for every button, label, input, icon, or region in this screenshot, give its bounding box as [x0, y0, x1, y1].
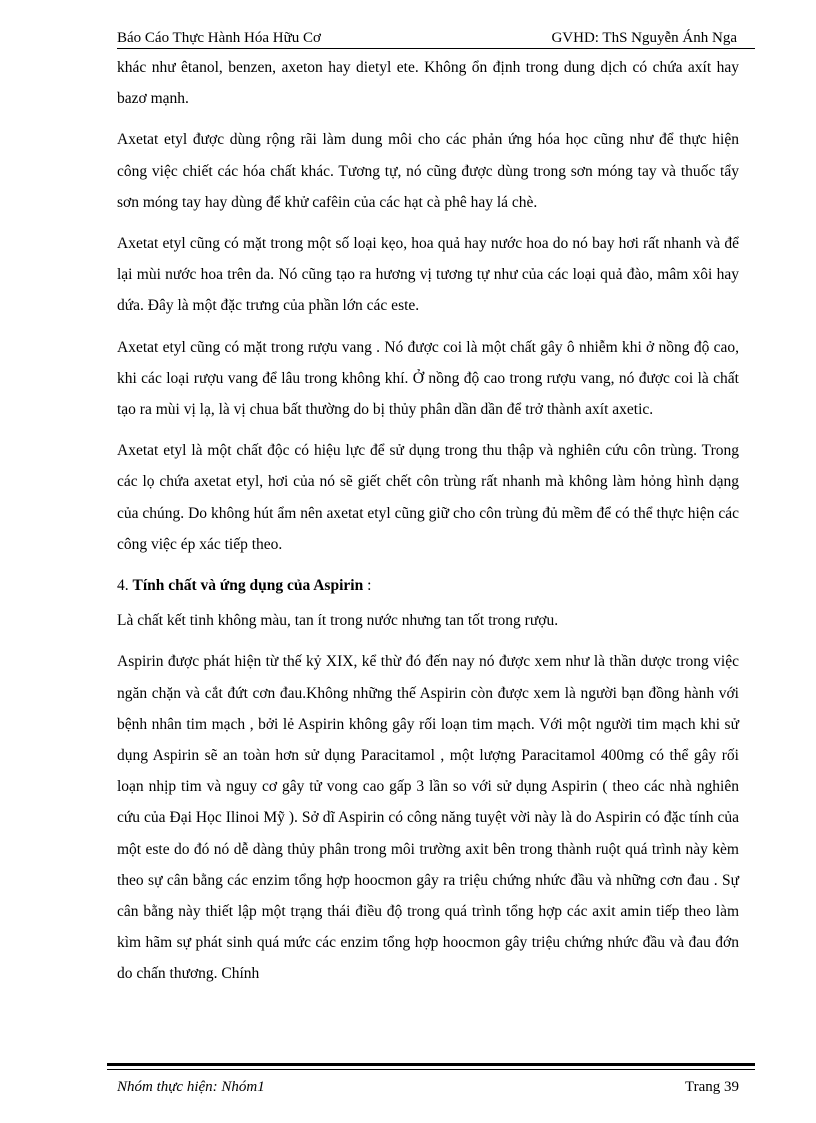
paragraph-2: Axetat etyl được dùng rộng rãi làm dung môi cho các phản ứng hóa học cũng như để thực hiện công việc chiết các hóa chất khác. Tương tự, nó cũng được dùng trong sơn móng tay và thuốc tẩy sơn móng tay hay dùng để khử cafêin của các hạt cà phê hay lá chè.	[117, 131, 739, 211]
footer-rule-thin	[107, 1069, 755, 1070]
paragraph-1: khác như êtanol, benzen, axeton hay dietyl ete. Không ổn định trong dung dịch có chứa axít hay bazơ mạnh.	[117, 59, 739, 108]
page-header	[117, 30, 737, 50]
header-instructor: GVHD: ThS Nguyễn Ánh Nga	[551, 30, 737, 46]
footer-rule-thick	[107, 1063, 755, 1066]
page-footer	[117, 1079, 739, 1099]
section-number: 4.	[117, 577, 133, 595]
paragraph-4: Axetat etyl cũng có mặt trong rượu vang . Nó được coi là một chất gây ô nhiễm khi ở nồng độ cao, khi các loại rượu vang để lâu trong không khí. Ở nồng độ cao trong rượu vang, nó được coi là chất tạo ra mùi vị lạ, là vị chua bất thường do bị thủy phân dần dần để trở thành axít axetic.	[117, 338, 739, 419]
section-heading	[117, 570, 739, 601]
paragraph-6: Là chất kết tinh không màu, tan ít trong nước nhưng tan tốt trong rượu.	[117, 612, 559, 630]
section-title: Tính chất và ứng dụng của Aspirin	[132, 577, 364, 595]
footer-group: Nhóm thực hiện: Nhóm1	[117, 1079, 265, 1095]
paragraph-7: Aspirin được phát hiện từ thế kỷ XIX, kể thừ đó đến nay nó được xem như là thần dược trong việc ngăn chặn và cắt đứt cơn đau.Không những thế Aspirin còn được xem là người bạn đồng hành với bệnh nhân tim mạch , bởi lẻ Aspirin không gây rối loạn tim mạch. Với một người tim mạch khi sử dụng Aspirin sẽ an toàn hơn sử dụng Paracitamol , một lượng Paracitamol 400mg có thể gây rối loạn nhịp tim và nguy cơ gây tử vong cao gấp 3 lần so với sử dụng Aspirin ( theo các nhà nghiên cứu của Đại Học Ilinoi Mỹ ). Sở dĩ Aspirin có công năng tuyệt vời này là do Aspirin có đặc tính của một este do đó nó dễ dàng thủy phân trong môi trường axit bên trong thành ruột quá trình này kèm theo sự cân bằng các enzim tổng hợp hoocmon gây ra triệu chứng nhức đầu và những cơn đau . Sự cân bằng này thiết lập một trạng thái điều độ trong quá trình tổng hợp các axit amin tiếp theo làm kìm hãm sự phát sinh quá mức các enzim tổng hợp hoocmon gây triệu chứng nhức đầu và đau đớn do chấn thương. Chính	[117, 653, 739, 983]
page-number: Trang 39	[684, 1079, 739, 1095]
header-title: Báo Cáo Thực Hành Hóa Hữu Cơ	[117, 30, 321, 46]
paragraph-3: Axetat etyl cũng có mặt trong một số loại kẹo, hoa quả hay nước hoa do nó bay hơi rất nhanh và để lại mùi nước hoa trên da. Nó cũng tạo ra hương vị tương tự như của các loại quả đào, mâm xôi hay dứa. Đây là một đặc trưng của phần lớn các este.	[117, 235, 739, 315]
page-content	[117, 52, 739, 1000]
paragraph-5: Axetat etyl là một chất độc có hiệu lực để sử dụng trong thu thập và nghiên cứu côn trùng. Trong các lọ chứa axetat etyl, hơi của nó sẽ giết chết côn trùng rất nhanh mà không làm hỏng hình dạng của chúng. Do không hút ẩm nên axetat etyl cũng giữ cho côn trùng đủ mềm để có thể thực hiện các công việc ép xác tiếp theo.	[117, 442, 739, 553]
section-colon: :	[363, 577, 372, 595]
header-rule	[117, 48, 755, 49]
